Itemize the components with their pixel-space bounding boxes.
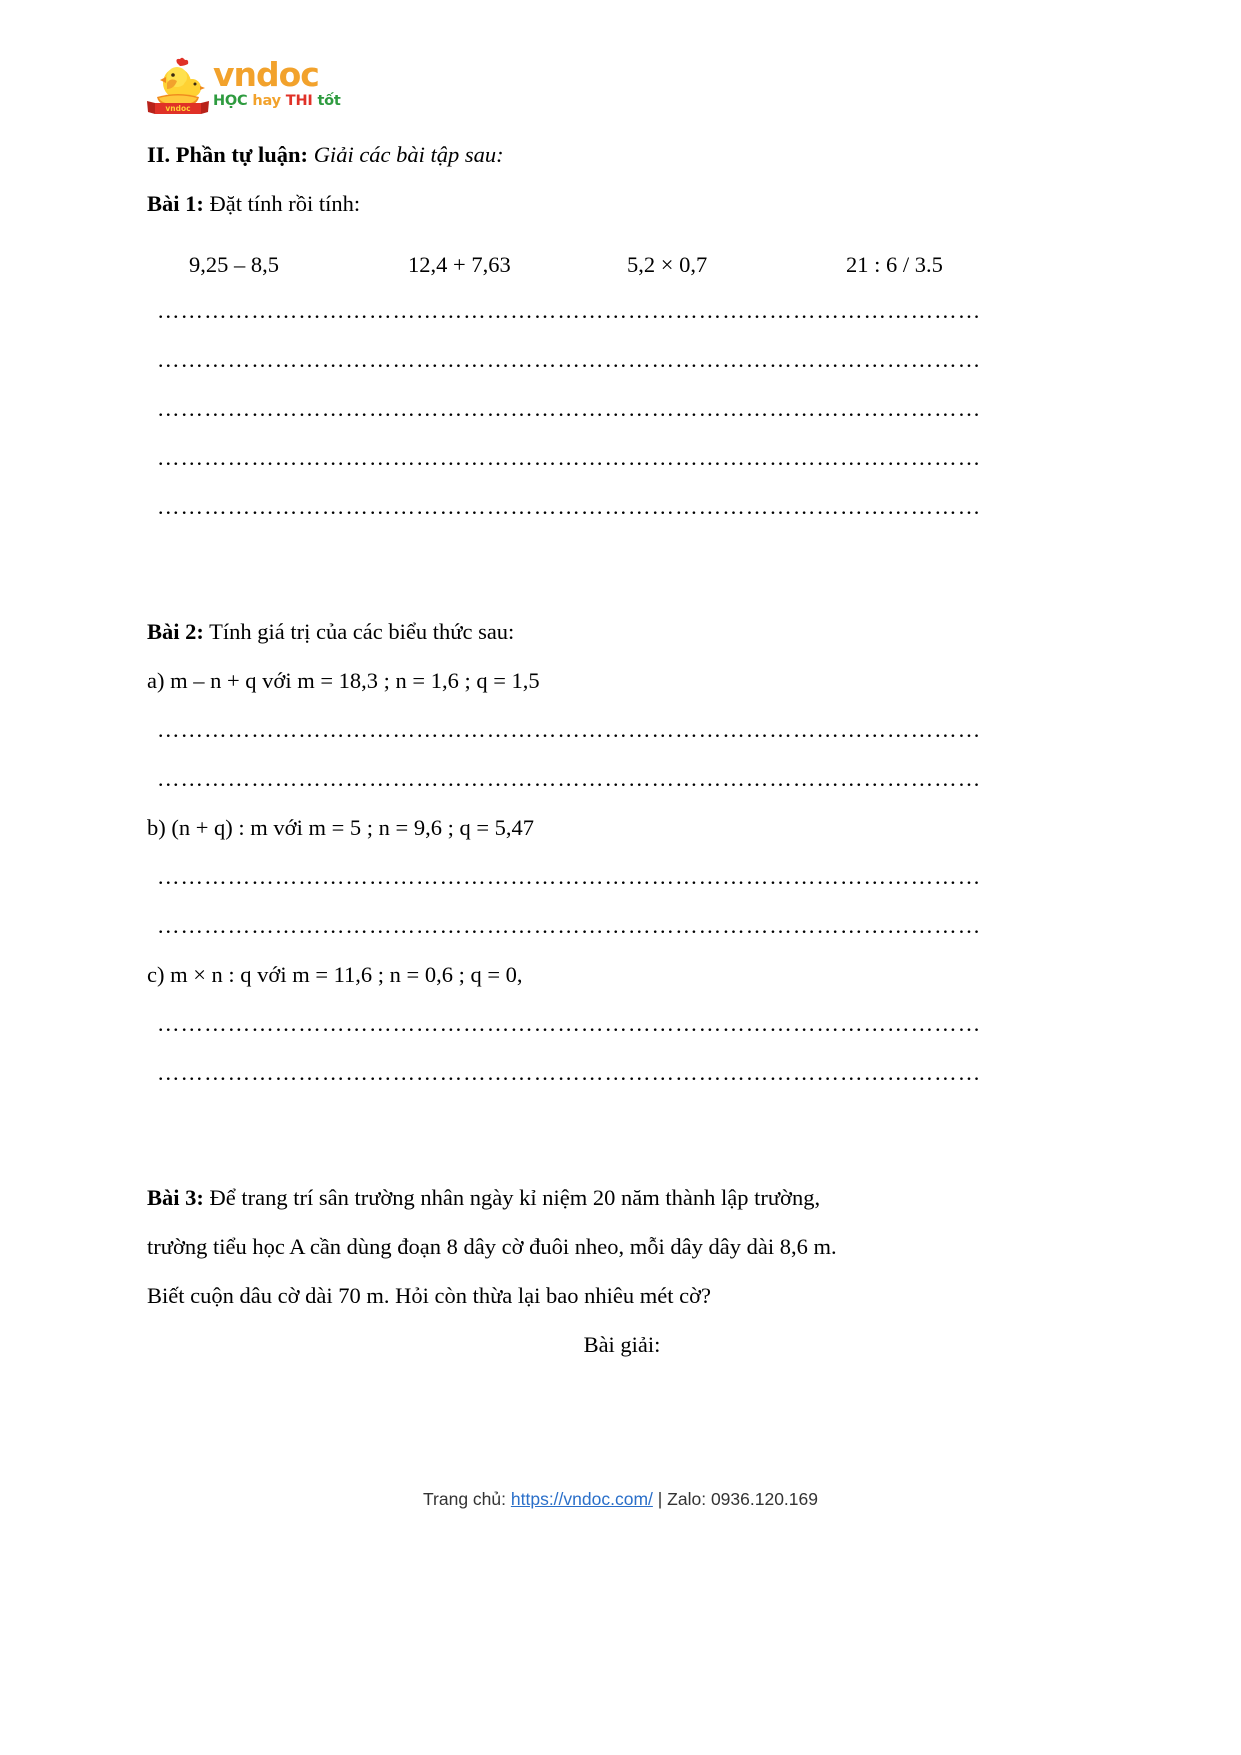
exercise2-heading [147,607,1097,656]
vndoc-logo[interactable] [147,57,447,119]
section-heading [147,130,1097,179]
answer-line[interactable]: …………………………………………………………………………………………… [157,717,982,742]
expression-3: 5,2 × 0,7 [627,252,708,277]
answer-line[interactable]: …………………………………………………………………………………………… [157,445,982,470]
footer-zalo: Zalo: 0936.120.169 [667,1489,818,1509]
exercise2-item-a: a) m – n + q với m = 18,3 ; n = 1,6 ; q = 1,5 [147,668,540,693]
section-heading-instruction: Giải các bài tập sau: [313,142,504,167]
expression-4: 21 : 6 / 3.5 [846,252,943,277]
spacer [147,531,1097,607]
exercise3-label: Bài 3: [147,1185,204,1210]
worksheet-content [147,130,1097,1369]
answer-line[interactable]: …………………………………………………………………………………………… [157,347,982,372]
exercise3-heading [147,1173,1097,1222]
answer-line[interactable]: …………………………………………………………………………………………… [157,1011,982,1036]
exercise2-prompt: Tính giá trị của các biểu thức sau: [209,619,515,644]
exercise1-prompt: Đặt tính rồi tính: [209,191,361,216]
tagline-hoc: HỌC [213,93,248,109]
exercise3-paragraph-line-3: Biết cuộn dâu cờ dài 70 m. Hỏi còn thừa lại bao nhiêu mét cờ? [147,1283,711,1308]
vndoc-wordmark: vndoc [213,55,319,94]
tagline-hay: hay [252,93,281,109]
footer-homepage-link[interactable]: https://vndoc.com/ [510,1489,653,1509]
vndoc-logo-text [213,57,341,110]
exercise3-paragraph-line-1: Để trang trí sân trường nhân ngày kỉ niệm 20 năm thành lập trường, [209,1185,821,1210]
answer-line[interactable]: …………………………………………………………………………………………… [157,913,982,938]
answer-line[interactable]: …………………………………………………………………………………………… [157,766,982,791]
answer-line[interactable]: …………………………………………………………………………………………… [157,494,982,519]
exercise1-heading [147,179,1097,228]
tagline-thi: THI [285,93,313,109]
answer-line[interactable]: …………………………………………………………………………………………… [157,396,982,421]
exercise2-item-c: c) m × n : q với m = 11,6 ; n = 0,6 ; q = 0, [147,962,523,987]
exercise1-expressions [147,250,1097,280]
footer-separator: | [652,1489,668,1509]
exercise1-label: Bài 1: [147,191,204,216]
mascot-ribbon-label: vndoc [165,104,191,113]
exercise3-solution-heading: Bài giải: [583,1332,661,1357]
vndoc-tagline [213,93,341,110]
expression-2: 12,4 + 7,63 [408,252,511,277]
vndoc-chicken-mascot-icon [147,57,209,115]
expression-1: 9,25 – 8,5 [189,252,279,277]
footer-prefix: Trang chủ: [423,1489,511,1509]
answer-line[interactable]: …………………………………………………………………………………………… [157,1060,982,1085]
section-heading-label: II. Phần tự luận: [147,142,309,167]
exercise3-paragraph-line-2: trường tiểu học A cần dùng đoạn 8 dây cờ đuôi nheo, mỗi dây dây dài 8,6 m. [147,1234,837,1259]
tagline-tot: tốt [317,93,341,109]
page-footer [0,1489,1241,1510]
exercise2-label: Bài 2: [147,619,204,644]
answer-line[interactable]: …………………………………………………………………………………………… [157,298,982,323]
answer-line[interactable]: …………………………………………………………………………………………… [157,864,982,889]
spacer [147,1097,1097,1173]
exercise2-item-b: b) (n + q) : m với m = 5 ; n = 9,6 ; q = 5,47 [147,815,535,840]
